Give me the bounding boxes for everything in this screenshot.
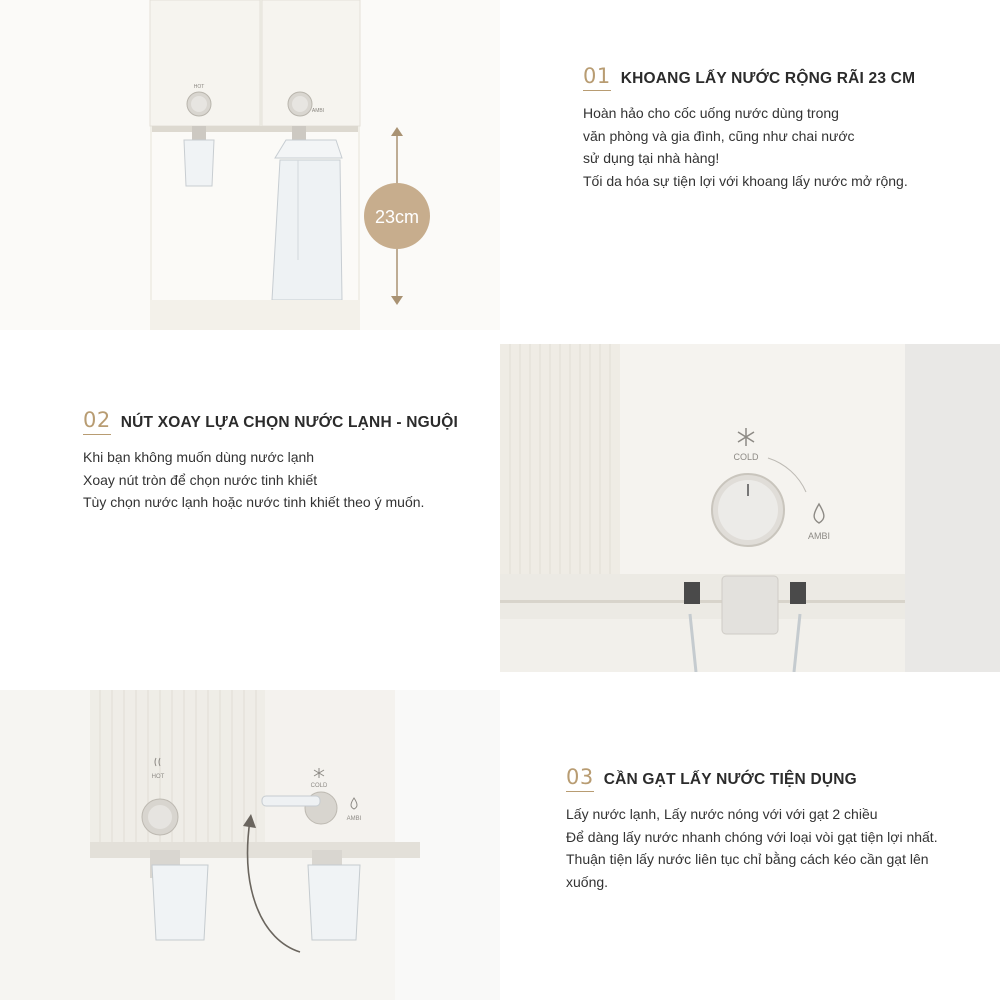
feature-2-description <box>83 446 483 514</box>
feature-section-1 <box>0 0 1000 330</box>
feature-2-line: Khi bạn không muốn dùng nước lạnh <box>83 449 315 465</box>
feature-3-title: CẦN GẠT LẤY NƯỚC TIỆN DỤNG <box>603 771 857 788</box>
hot-knob-label: HOT <box>193 84 205 90</box>
dispenser-photo-wide-space <box>0 0 500 330</box>
dispenser-photo-knob <box>500 344 1000 672</box>
ambi-knob-label: AMBI <box>311 108 325 114</box>
feature-3-description <box>566 803 986 893</box>
feature-2-line: Xoay nút tròn để chọn nước tinh khiết <box>83 471 318 488</box>
feature-3-heading <box>566 767 986 789</box>
feature-3-line: Để dàng lấy nước nhanh chóng với loại vòi gạt tiện lợi nhất. <box>566 828 938 845</box>
feature-1-line: văn phòng và gia đình, cũng như chai nước <box>583 127 855 144</box>
feature-1-heading <box>583 66 983 88</box>
ambi-knob-label: AMBI <box>807 531 831 541</box>
feature-2-title: NÚT XOAY LỰA CHỌN NƯỚC LẠNH - NGUỘI <box>120 414 459 431</box>
feature-1-line: sử dụng tại nhà hàng! <box>583 150 720 166</box>
feature-2-text <box>83 410 483 514</box>
feature-3-number: 03 <box>566 765 594 789</box>
feature-1-line: Tối da hóa sự tiện lợi với khoang lấy nước mở rộng. <box>583 172 908 189</box>
feature-1-number: 01 <box>583 64 611 88</box>
feature-2-line: Tùy chọn nước lạnh hoặc nước tinh khiết theo ý muốn. <box>83 494 425 510</box>
feature-section-2 <box>0 330 1000 690</box>
size-badge-label: 23cm <box>374 207 420 227</box>
feature-1-text <box>583 66 983 192</box>
feature-1-description <box>583 102 983 192</box>
dispenser-photo-lever <box>0 690 500 1000</box>
cold-knob-label: COLD <box>310 783 328 789</box>
feature-section-3 <box>0 690 1000 1000</box>
feature-2-heading <box>83 410 483 432</box>
feature-3-line: Thuận tiện lấy nước liên tục chỉ bằng cách kéo cần gạt lên <box>566 851 929 867</box>
feature-3-line: Lấy nước lạnh, Lấy nước nóng với với gạt 2 chiều <box>566 806 878 822</box>
cold-knob-label: COLD <box>733 452 759 462</box>
ambi-knob-label: AMBI <box>346 816 362 822</box>
feature-3-line: xuống. <box>566 873 609 890</box>
feature-1-title: KHOANG LẤY NƯỚC RỘNG RÃI 23 CM <box>620 70 916 87</box>
feature-3-text <box>566 767 986 893</box>
hot-knob-label: HOT <box>151 774 165 780</box>
feature-1-line: Hoàn hảo cho cốc uống nước dùng trong <box>583 105 839 121</box>
feature-2-number: 02 <box>83 408 111 432</box>
